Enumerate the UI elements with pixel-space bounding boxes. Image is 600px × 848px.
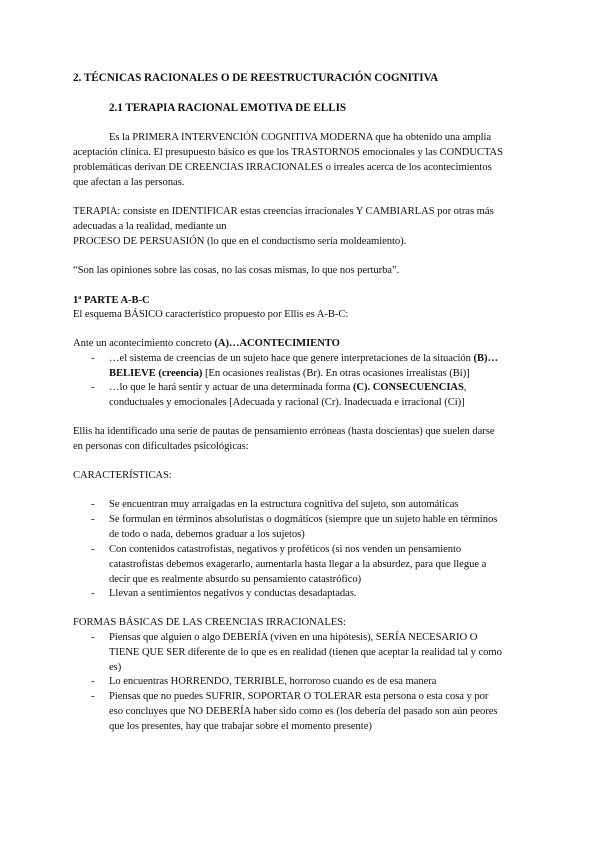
forma-1c: es): [109, 662, 122, 673]
bullet-dash: -: [91, 544, 95, 555]
parte-description: El esquema BÁSICO característico propuesto por Ellis es A-B-C:: [73, 309, 349, 320]
forma-2: Lo encuentras HORRENDO, TERRIBLE, horroroso cuando es de esa manera: [109, 676, 437, 687]
caracteristica-3c: decir que es realmente absurdo su pensamiento catastrófico): [109, 574, 362, 585]
ellis-line-1: Ellis ha identificado una serie de pautas de pensamiento erróneas (hasta doscientas) que suelen darse: [73, 426, 495, 437]
caracteristica-2b: de todo o nada, debemos graduar a los sujetos): [109, 529, 305, 540]
forma-3c: que los presentes, hay que trabajar sobre el momento presente): [109, 721, 372, 732]
forma-3a: Piensas que no puedes SUFRIR, SOPORTAR O TOLERAR esta persona o esta cosa y por: [109, 691, 489, 702]
bullet-dash: -: [91, 382, 95, 393]
forma-1b: TIENE QUE SER diferente de lo que es en realidad (tienen que aceptar la realidad tal y como: [109, 647, 502, 658]
terapia-line-3: PROCESO DE PERSUASIÓN (lo que en el conductismo sería moldeamiento).: [73, 236, 407, 247]
consequence-line-1: …lo que le hará sentir y actuar de una determinada forma (C). CONSECUENCIAS,: [109, 382, 467, 393]
intro-line-4: que afectan a las personas.: [73, 177, 185, 188]
parte-title: 1ª PARTE A-B-C: [73, 295, 150, 306]
bullet-dash: -: [91, 676, 95, 687]
forma-3b: eso concluyes que NO DEBERÍA haber sido como es (los debería del pasado son aún peores: [109, 706, 498, 717]
caracteristica-4: Llevan a sentimientos negativos y conductas desadaptadas.: [109, 588, 357, 599]
consequence-line-2: conductuales y emocionales [Adecuada y racional (Cr). Inadecuada e irracional (Ci)]: [109, 397, 465, 408]
bullet-dash: -: [91, 588, 95, 599]
antecedent-line: Ante un acontecimiento concreto (A)…ACONTECIMIENTO: [73, 338, 340, 349]
terapia-line-1: TERAPIA: consiste en IDENTIFICAR estas creencias irracionales Y CAMBIARLAS por otras más: [73, 206, 494, 217]
intro-line-1: Es la PRIMERA INTERVENCIÓN COGNITIVA MODERNA que ha obtenido una amplia: [109, 132, 492, 143]
bullet-dash: -: [91, 499, 95, 510]
caracteristica-1: Se encuentran muy arraigadas en la estructura cognitiva del sujeto, son automáticas: [109, 499, 459, 510]
bullet-dash: -: [91, 632, 95, 643]
subsection-heading: 2.1 TERAPIA RACIONAL EMOTIVA DE ELLIS: [109, 102, 347, 114]
belief-line-2: BELIEVE (creencia) [En ocasiones realistas (Br). En otras ocasiones irrealistas (Bi)]: [109, 368, 470, 379]
caracteristica-3b: catastrofistas debemos exagerarlo, aumentarla hasta llegar a la absurdez, para que llegue a: [109, 559, 487, 570]
intro-line-3: problemáticas derivan DE CREENCIAS IRRACIONALES o irreales acerca de los acontecimientos: [73, 162, 492, 173]
caracteristica-3a: Con contenidos catastrofistas, negativos y proféticos (si nos venden un pensamiento: [109, 544, 462, 555]
formas-title: FORMAS BÁSICAS DE LAS CREENCIAS IRRACIONALES:: [73, 617, 346, 628]
intro-line-2: aceptación clínica. El presupuesto básico es que los TRASTORNOS emocionales y las CONDUCTAS: [73, 147, 503, 158]
bullet-dash: -: [91, 514, 95, 525]
ellis-line-2: en personas con dificultades psicológicas:: [73, 441, 249, 452]
terapia-line-2: adecuadas a la realidad, mediante un: [73, 221, 227, 232]
quote: “Son las opiniones sobre las cosas, no las cosas mismas, lo que nos perturba”.: [73, 265, 400, 276]
section-heading: 2. TÉCNICAS RACIONALES O DE REESTRUCTURACIÓN COGNITIVA: [73, 72, 439, 84]
belief-line-1: …el sistema de creencias de un sujeto hace que genere interpretaciones de la situación (B)…: [109, 353, 499, 364]
caracteristica-2a: Se formulan en términos absolutistas o dogmáticos (siempre que un sujeto hable en términos: [109, 514, 498, 525]
caracteristicas-title: CARACTERÍSTICAS:: [73, 470, 172, 481]
bullet-dash: -: [91, 353, 95, 364]
forma-1a: Piensas que alguien o algo DEBERÍA (viven en una hipótesis), SERÍA NECESARIO O: [109, 632, 478, 643]
bullet-dash: -: [91, 691, 95, 702]
